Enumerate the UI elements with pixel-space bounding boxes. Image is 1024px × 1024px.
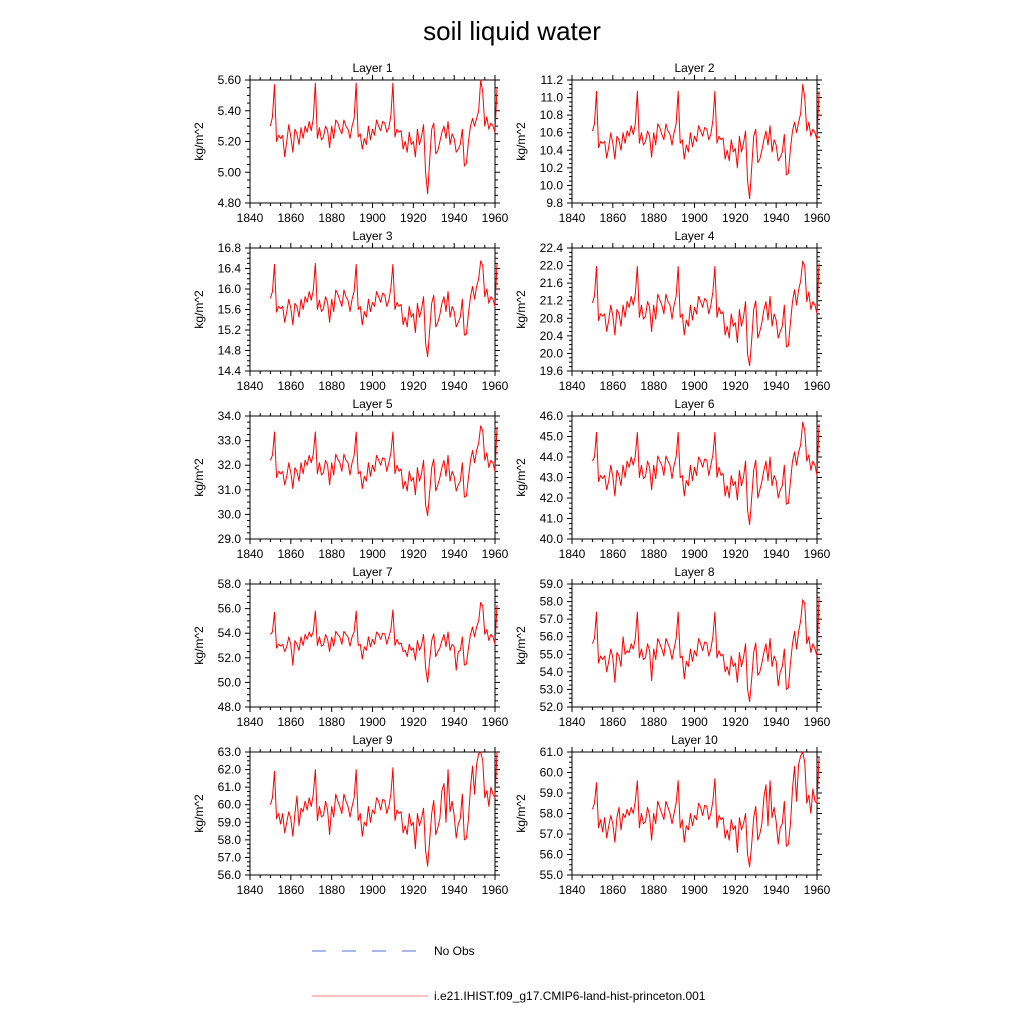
x-tick-label: 1940 xyxy=(762,883,790,897)
y-tick-label: 44.0 xyxy=(539,450,563,464)
panel-title: Layer 3 xyxy=(352,229,393,243)
x-tick-label: 1900 xyxy=(681,715,708,729)
x-tick-label: 1860 xyxy=(599,379,627,393)
y-tick-label: 55.0 xyxy=(539,647,563,662)
y-tick-label: 9.8 xyxy=(546,196,563,210)
y-tick-label: 10.2 xyxy=(539,160,563,175)
y-tick-label: 22.0 xyxy=(539,258,563,273)
y-tick-label: 22.4 xyxy=(539,241,563,255)
y-tick-label: 62.0 xyxy=(217,762,241,777)
x-tick-label: 1960 xyxy=(481,715,509,729)
y-tick-label: 10.8 xyxy=(539,108,563,123)
x-tick-label: 1840 xyxy=(558,547,586,561)
panel-title: Layer 8 xyxy=(674,565,715,579)
y-tick-label: 20.8 xyxy=(539,311,563,326)
y-tick-label: 40.0 xyxy=(539,532,563,546)
y-tick-label: 16.8 xyxy=(217,241,241,255)
x-tick-label: 1880 xyxy=(640,211,668,225)
y-axis-label: kg/m^2 xyxy=(514,122,528,161)
y-tick-label: 5.40 xyxy=(217,103,241,118)
x-tick-label: 1960 xyxy=(481,379,509,393)
y-tick-label: 63.0 xyxy=(217,745,241,759)
y-tick-label: 19.6 xyxy=(539,364,563,378)
x-tick-label: 1940 xyxy=(440,211,468,225)
series-line xyxy=(270,602,497,682)
y-tick-label: 10.4 xyxy=(539,143,563,158)
x-tick-label: 1960 xyxy=(803,379,831,393)
y-axis-label: kg/m^2 xyxy=(192,458,206,497)
x-tick-label: 1920 xyxy=(399,211,427,225)
x-tick-label: 1960 xyxy=(803,211,831,225)
panel-layer-5 xyxy=(192,397,509,561)
y-tick-label: 21.6 xyxy=(539,276,563,291)
panel-layer-8 xyxy=(514,565,831,729)
y-axis-label: kg/m^2 xyxy=(192,794,206,833)
series-line xyxy=(270,752,497,866)
x-tick-label: 1900 xyxy=(359,379,386,393)
panel-layer-6 xyxy=(514,397,831,561)
x-tick-label: 1920 xyxy=(399,547,427,561)
series-line xyxy=(270,80,497,194)
x-tick-label: 1900 xyxy=(359,715,386,729)
y-tick-label: 61.0 xyxy=(539,745,563,759)
panel-layer-9 xyxy=(192,733,509,897)
x-tick-label: 1860 xyxy=(277,211,305,225)
x-tick-label: 1900 xyxy=(681,547,708,561)
legend xyxy=(312,944,706,1003)
plot-frame xyxy=(572,752,817,875)
x-tick-label: 1940 xyxy=(762,547,790,561)
x-tick-label: 1920 xyxy=(721,547,749,561)
y-tick-label: 10.0 xyxy=(539,178,563,193)
y-tick-label: 60.0 xyxy=(539,765,563,780)
x-tick-label: 1880 xyxy=(318,211,346,225)
y-tick-label: 46.0 xyxy=(539,409,563,423)
x-tick-label: 1960 xyxy=(481,211,509,225)
y-tick-label: 5.60 xyxy=(217,73,241,87)
series-line xyxy=(592,261,819,366)
x-tick-label: 1840 xyxy=(236,379,264,393)
x-tick-label: 1940 xyxy=(762,715,790,729)
x-tick-label: 1880 xyxy=(640,715,668,729)
panels xyxy=(192,61,831,897)
panel-title: Layer 4 xyxy=(674,229,715,243)
x-tick-label: 1900 xyxy=(681,211,708,225)
y-tick-label: 56.0 xyxy=(217,601,241,616)
y-tick-label: 32.0 xyxy=(217,458,241,473)
panel-title: Layer 2 xyxy=(674,61,715,75)
x-tick-label: 1900 xyxy=(681,379,708,393)
y-tick-label: 30.0 xyxy=(217,507,241,522)
y-tick-label: 58.0 xyxy=(539,806,563,821)
panel-title: Layer 6 xyxy=(674,397,715,411)
x-tick-label: 1900 xyxy=(359,547,386,561)
y-tick-label: 58.0 xyxy=(217,832,241,847)
plot-frame xyxy=(250,752,495,875)
series-line xyxy=(592,752,819,867)
figure-title: soil liquid water xyxy=(423,16,601,46)
x-tick-label: 1940 xyxy=(440,883,468,897)
x-tick-label: 1960 xyxy=(803,547,831,561)
y-tick-label: 43.0 xyxy=(539,470,563,485)
y-tick-label: 48.0 xyxy=(217,700,241,714)
x-tick-label: 1860 xyxy=(599,883,627,897)
x-tick-label: 1920 xyxy=(399,379,427,393)
x-tick-label: 1880 xyxy=(640,547,668,561)
panel-title: Layer 7 xyxy=(352,565,393,579)
y-tick-label: 4.80 xyxy=(217,196,241,210)
x-tick-label: 1940 xyxy=(762,379,790,393)
x-tick-label: 1860 xyxy=(599,211,627,225)
y-tick-label: 20.4 xyxy=(539,328,563,343)
panel-layer-2 xyxy=(514,61,831,225)
panel-layer-7 xyxy=(192,565,509,729)
plot-frame xyxy=(572,584,817,707)
y-tick-label: 56.0 xyxy=(217,868,241,882)
x-tick-label: 1880 xyxy=(640,379,668,393)
x-tick-label: 1860 xyxy=(599,547,627,561)
y-tick-label: 50.0 xyxy=(217,675,241,690)
y-tick-label: 14.8 xyxy=(217,343,241,358)
plot-frame xyxy=(572,80,817,203)
y-tick-label: 58.0 xyxy=(217,577,241,591)
x-tick-label: 1900 xyxy=(681,883,708,897)
y-tick-label: 57.0 xyxy=(539,612,563,627)
y-tick-label: 5.00 xyxy=(217,165,241,180)
x-tick-label: 1880 xyxy=(318,883,346,897)
y-tick-label: 21.2 xyxy=(539,293,563,308)
y-tick-label: 34.0 xyxy=(217,409,241,423)
x-tick-label: 1840 xyxy=(558,211,586,225)
series-line xyxy=(592,422,819,525)
legend-no-obs-label: No Obs xyxy=(434,944,475,958)
y-tick-label: 54.0 xyxy=(539,664,563,679)
panel-layer-1 xyxy=(192,61,509,225)
y-axis-label: kg/m^2 xyxy=(192,290,206,329)
y-tick-label: 57.0 xyxy=(217,850,241,865)
x-tick-label: 1920 xyxy=(721,883,749,897)
panel-title: Layer 10 xyxy=(671,733,718,747)
y-tick-label: 58.0 xyxy=(539,594,563,609)
x-tick-label: 1880 xyxy=(640,883,668,897)
y-tick-label: 16.4 xyxy=(217,261,241,276)
x-tick-label: 1940 xyxy=(762,211,790,225)
y-tick-label: 57.0 xyxy=(539,827,563,841)
x-tick-label: 1840 xyxy=(558,715,586,729)
x-tick-label: 1960 xyxy=(481,547,509,561)
y-tick-label: 52.0 xyxy=(217,650,241,665)
y-tick-label: 52.0 xyxy=(539,700,563,714)
x-tick-label: 1920 xyxy=(399,883,427,897)
panel-layer-10 xyxy=(514,733,831,897)
y-tick-label: 56.0 xyxy=(539,847,563,862)
x-tick-label: 1840 xyxy=(236,547,264,561)
y-tick-label: 15.6 xyxy=(217,302,241,317)
y-tick-label: 54.0 xyxy=(217,626,241,641)
y-tick-label: 41.0 xyxy=(539,511,563,526)
x-tick-label: 1960 xyxy=(481,883,509,897)
y-tick-label: 60.0 xyxy=(217,797,241,812)
y-tick-label: 10.6 xyxy=(539,125,563,140)
y-tick-label: 55.0 xyxy=(539,868,563,882)
panel-layer-3 xyxy=(192,229,509,393)
x-tick-label: 1840 xyxy=(236,883,264,897)
x-tick-label: 1960 xyxy=(803,715,831,729)
x-tick-label: 1860 xyxy=(277,379,305,393)
y-axis-label: kg/m^2 xyxy=(192,626,206,665)
x-tick-label: 1920 xyxy=(721,715,749,729)
panel-title: Layer 1 xyxy=(352,61,393,75)
y-tick-label: 14.4 xyxy=(217,364,241,378)
y-axis-label: kg/m^2 xyxy=(514,458,528,497)
panel-title: Layer 9 xyxy=(352,733,393,747)
series-line xyxy=(270,426,497,516)
x-tick-label: 1940 xyxy=(440,547,468,561)
panel-layer-4 xyxy=(514,229,831,393)
y-tick-label: 59.0 xyxy=(539,786,563,800)
y-tick-label: 31.0 xyxy=(217,482,241,497)
x-tick-label: 1880 xyxy=(318,547,346,561)
x-tick-label: 1920 xyxy=(721,211,749,225)
series-line xyxy=(270,261,497,357)
y-tick-label: 61.0 xyxy=(217,780,241,795)
y-tick-label: 15.2 xyxy=(217,323,241,337)
x-tick-label: 1860 xyxy=(599,715,627,729)
x-tick-label: 1920 xyxy=(399,715,427,729)
y-tick-label: 11.0 xyxy=(540,90,563,105)
x-tick-label: 1880 xyxy=(318,715,346,729)
y-tick-label: 59.0 xyxy=(539,577,563,591)
x-tick-label: 1940 xyxy=(440,379,468,393)
x-tick-label: 1860 xyxy=(277,715,305,729)
y-tick-label: 5.20 xyxy=(217,134,241,149)
y-tick-label: 53.0 xyxy=(539,682,563,697)
y-tick-label: 42.0 xyxy=(539,491,563,505)
y-tick-label: 16.0 xyxy=(217,282,241,296)
y-tick-label: 56.0 xyxy=(539,629,563,644)
y-tick-label: 33.0 xyxy=(217,433,241,448)
x-tick-label: 1960 xyxy=(803,883,831,897)
y-axis-label: kg/m^2 xyxy=(514,626,528,665)
y-tick-label: 59.0 xyxy=(217,815,241,830)
y-tick-label: 45.0 xyxy=(539,429,563,444)
x-tick-label: 1860 xyxy=(277,883,305,897)
y-tick-label: 11.2 xyxy=(540,73,563,87)
x-tick-label: 1860 xyxy=(277,547,305,561)
x-tick-label: 1920 xyxy=(721,379,749,393)
x-tick-label: 1840 xyxy=(558,883,586,897)
y-axis-label: kg/m^2 xyxy=(514,290,528,329)
legend-model-label: i.e21.IHIST.f09_g17.CMIP6-land-hist-princeton.001 xyxy=(434,989,706,1003)
x-tick-label: 1940 xyxy=(440,715,468,729)
x-tick-label: 1900 xyxy=(359,211,386,225)
x-tick-label: 1840 xyxy=(558,379,586,393)
panel-title: Layer 5 xyxy=(352,397,393,411)
x-tick-label: 1840 xyxy=(236,211,264,225)
series-line xyxy=(592,598,819,702)
y-axis-label: kg/m^2 xyxy=(514,794,528,833)
y-axis-label: kg/m^2 xyxy=(192,122,206,161)
series-line xyxy=(592,84,819,198)
y-tick-label: 20.0 xyxy=(539,346,563,361)
x-tick-label: 1840 xyxy=(236,715,264,729)
x-tick-label: 1900 xyxy=(359,883,386,897)
y-tick-label: 29.0 xyxy=(217,532,241,546)
x-tick-label: 1880 xyxy=(318,379,346,393)
